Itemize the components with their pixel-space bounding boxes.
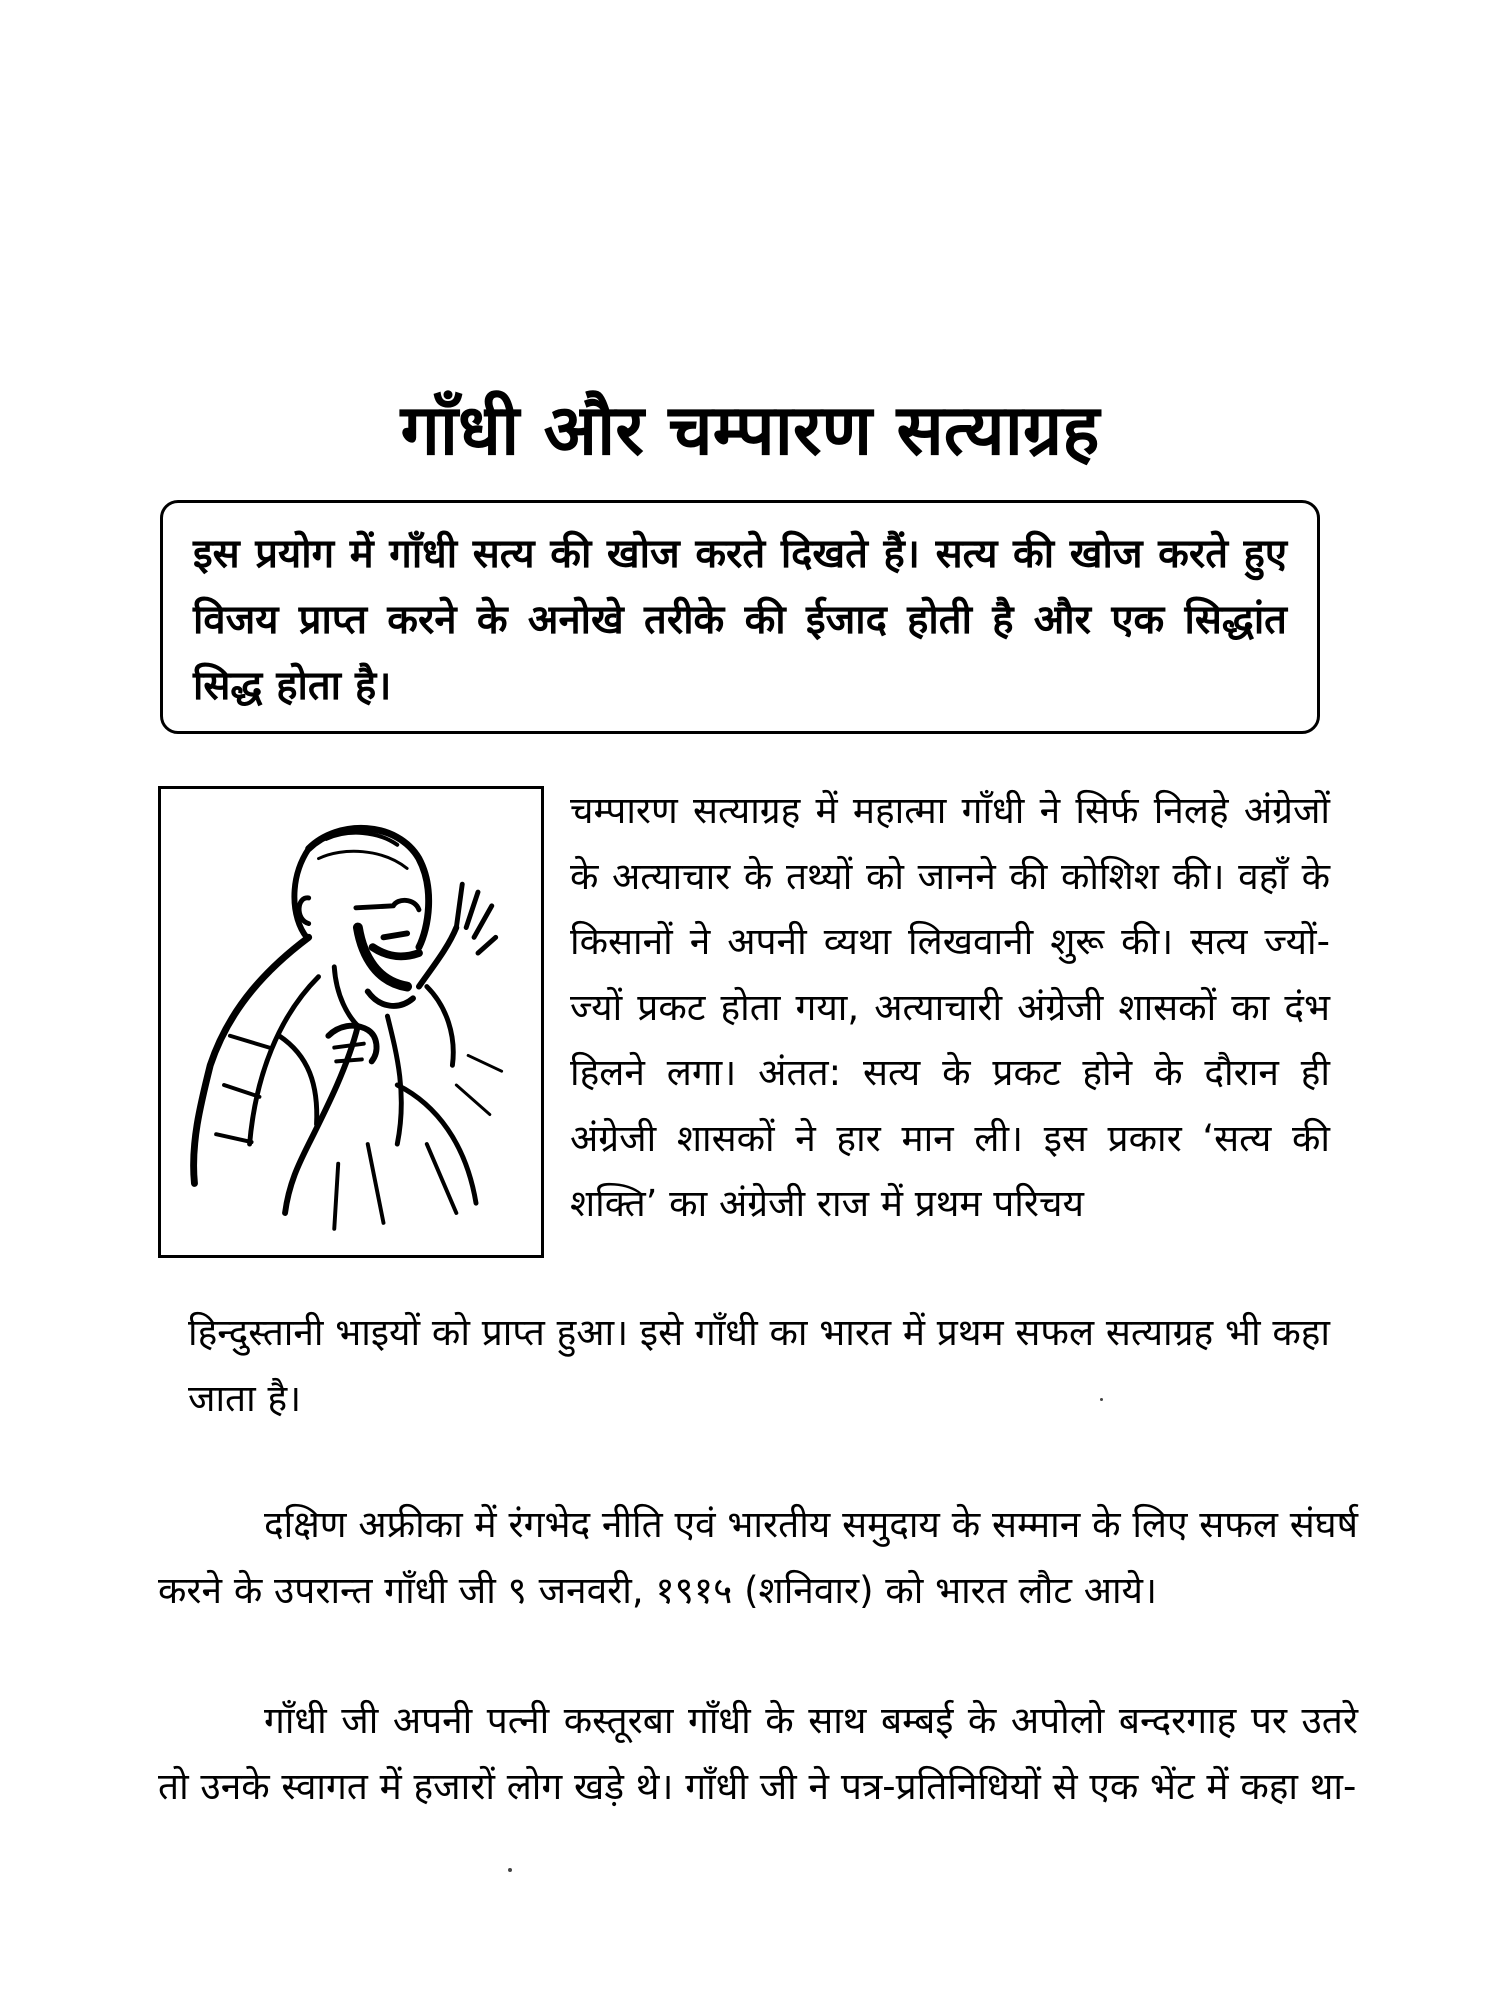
- summary-text: इस प्रयोग में गाँधी सत्य की खोज करते दिखते हैं। सत्य की खोज करते हुए विजय प्राप्त करने के अनोखे तरीके की ईजाद होती है और एक सिद्धांत सिद्ध होता है।: [193, 531, 1287, 709]
- gandhi-sketch-illustration: [158, 786, 544, 1258]
- body-paragraph: गाँधी जी अपनी पत्नी कस्तूरबा गाँधी के साथ बम्बई के अपोलो बन्दरगाह पर उतरे तो उनके स्वागत में हजारों लोग खड़े थे। गाँधी जी ने पत्र-प्रतिनिधियों से एक भेंट में कहा था-: [158, 1699, 1358, 1808]
- page-title: गाँधी और चम्पारण सत्याग्रह: [400, 389, 1100, 471]
- gandhi-sketch-icon: [161, 789, 541, 1255]
- scan-speck: [508, 1868, 512, 1872]
- body-paragraph: दक्षिण अफ्रीका में रंगभेद नीति एवं भारतीय समुदाय के सम्मान के लिए सफल संघर्ष करने के उपरान्त गाँधी जी ९ जनवरी, १९१५ (शनिवार) को भारत लौट आये।: [158, 1503, 1358, 1612]
- intro-paragraph-continued: हिन्दुस्तानी भाइयों को प्राप्त हुआ। इसे गाँधी का भारत में प्रथम सफल सत्याग्रह भी कहा जाता है।: [188, 1311, 1330, 1420]
- summary-box: [160, 500, 1320, 734]
- scan-speck: [1100, 1398, 1103, 1401]
- intro-paragraph: चम्पारण सत्याग्रह में महात्मा गाँधी ने सिर्फ निलहे अंग्रेजों के अत्याचार के तथ्यों को जानने की कोशिश की। वहाँ के किसानों ने अपनी व्यथा लिखवानी शुरू की। सत्य ज्यों-ज्यों प्रकट होता गया, अत्याचारी अंग्रेजी शासकों का दंभ हिलने लगा। अंतत: सत्य के प्रकट होने के दौरान ही अंग्रेजी शासकों ने हार मान ली। इस प्रकार ‘सत्य की शक्ति’ का अंग्रेजी राज में प्रथम परिचय: [570, 789, 1330, 1225]
